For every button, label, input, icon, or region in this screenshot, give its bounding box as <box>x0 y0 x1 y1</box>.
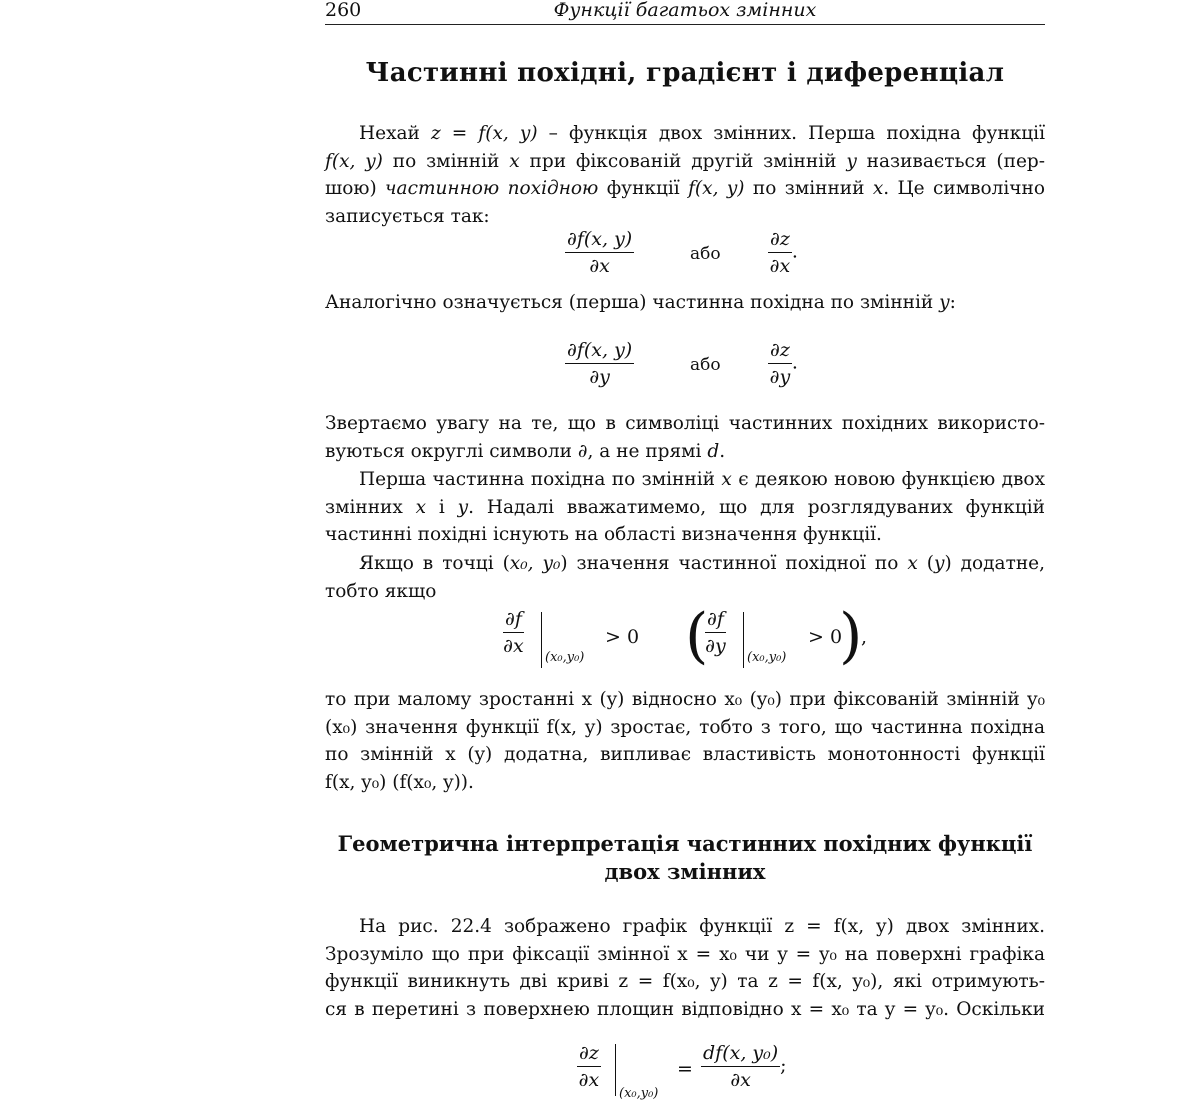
comma: , <box>861 626 868 648</box>
evaluation-bar <box>615 1044 616 1096</box>
left-paren: ( <box>685 601 709 671</box>
p4-line-3: частинні похідні існують на області визначення функції. <box>325 524 882 545</box>
p5-line-2: тобто якщо <box>325 580 437 602</box>
or-word: або <box>690 244 721 264</box>
p7-line-3: функції виникнуть дві криві z = f(x₀, y) та z = f(x, y₀), які отримують- <box>325 971 1045 992</box>
fraction: $\frac{\partial f}{\partial x}$ <box>503 608 524 657</box>
evaluation-point: (x₀,y₀) <box>545 650 585 665</box>
fraction: $\frac{\partial f(x, y)}{\partial y}$ <box>567 339 633 388</box>
p6-line-1: то при малому зростанні x (y) відносно x₀ (y₀) при фіксованій змінній y₀ <box>325 689 1045 710</box>
fraction: $\frac{\partial f}{\partial y}$ <box>705 608 726 657</box>
running-header <box>325 0 1045 25</box>
fraction: $\frac{\text{df(x, y₀)}}{\partial x}$ <box>703 1042 779 1091</box>
p3-line-1: Звертаємо увагу на те, що в символіці частинних похідних використо- <box>325 413 1045 434</box>
p4-line-2: змінних x і y. Надалі вважатимемо, що для розглядуваних функцій <box>325 496 1045 518</box>
p1-line-3: шою) частинною похідною функції f(x, y) по змінний x. Це символічно <box>325 178 1046 199</box>
equals: = <box>677 1058 693 1080</box>
subsection-title-line-1: Геометрична інтерпретація частинних похідних функції <box>337 831 1033 856</box>
paragraph-1 <box>325 120 1045 230</box>
p7-line-2: Зрозуміло що при фіксації змінної x = x₀ чи y = y₀ на поверхні графіка <box>325 943 1045 965</box>
p6-line-4: f(x, y₀) (f(x₀, y)). <box>325 771 474 793</box>
inequality: > 0 <box>808 626 843 648</box>
paragraph-5 <box>325 550 1045 605</box>
p6-line-3: по змінній x (y) додатна, випливає властивість монотонності функції <box>325 744 1045 765</box>
p4-line-1: Перша частинна похідна по змінній x є деякою новою функцією двох <box>359 469 1045 490</box>
fraction: $\frac{\partial f(x, y)}{\partial x}$ <box>567 228 633 277</box>
subsection-title <box>325 830 1045 886</box>
p7-line-4: ся в перетині з поверхнею площин відповідно x = x₀ та y = y₀. Оскільки <box>325 998 1045 1020</box>
fraction: $\frac{\partial z}{\partial y}$ <box>769 339 791 388</box>
evaluation-bar <box>743 612 744 668</box>
fraction: $\frac{\partial z}{\partial x}$ <box>769 228 791 277</box>
running-title: Функції багатьох змінних <box>553 0 817 21</box>
section-title: Частинні похідні, градієнт і диференціал <box>365 58 1005 88</box>
page-number: 260 <box>325 0 362 21</box>
paragraph-2: Аналогічно означується (перша) частинна похідна по змінній y: <box>325 292 956 313</box>
p7-line-1: На рис. 22.4 зображено графік функції z = f(x, y) двох змінних. <box>359 916 1045 937</box>
fraction: $\frac{\partial z}{\partial x}$ <box>578 1042 600 1091</box>
p1-line-1: Нехай z = f(x, y) – функція двох змінних. Перша похідна функції <box>359 123 1045 144</box>
evaluation-point: (x₀,y₀) <box>747 650 787 665</box>
paragraph-7 <box>325 913 1045 1023</box>
right-paren: ) <box>839 601 863 671</box>
evaluation-bar <box>541 612 542 668</box>
subsection-title-line-2: двох змінних <box>604 859 766 884</box>
evaluation-point: (x₀,y₀) <box>619 1086 659 1101</box>
or-word: або <box>690 355 721 375</box>
paragraph-6 <box>325 686 1045 796</box>
paragraph-3 <box>325 410 1045 465</box>
paragraph-4 <box>325 466 1045 549</box>
inequality: > 0 <box>605 626 640 648</box>
formula-positive-derivative <box>325 601 1045 676</box>
p1-line-4: записується так: <box>325 205 490 227</box>
p6-line-2: (x₀) значення функції f(x, y) зростає, тобто з того, що частинна похідна <box>325 716 1045 738</box>
p1-line-2: f(x, y) по змінній x при фіксованій другій змінній y називається (пер- <box>325 150 1045 172</box>
p3-line-2: вуються округлі символи ∂, а не прямі d. <box>325 440 726 462</box>
formula-geometric: $\frac{\partial z}{\partial x}$ (x₀,y₀) = $\frac{\text{df(x, y₀)}}{\partial x}$ ; <box>578 1042 787 1101</box>
p5-line-1: Якщо в точці (x₀, y₀) значення частинної похідної по x (y) додатне, <box>359 553 1045 574</box>
